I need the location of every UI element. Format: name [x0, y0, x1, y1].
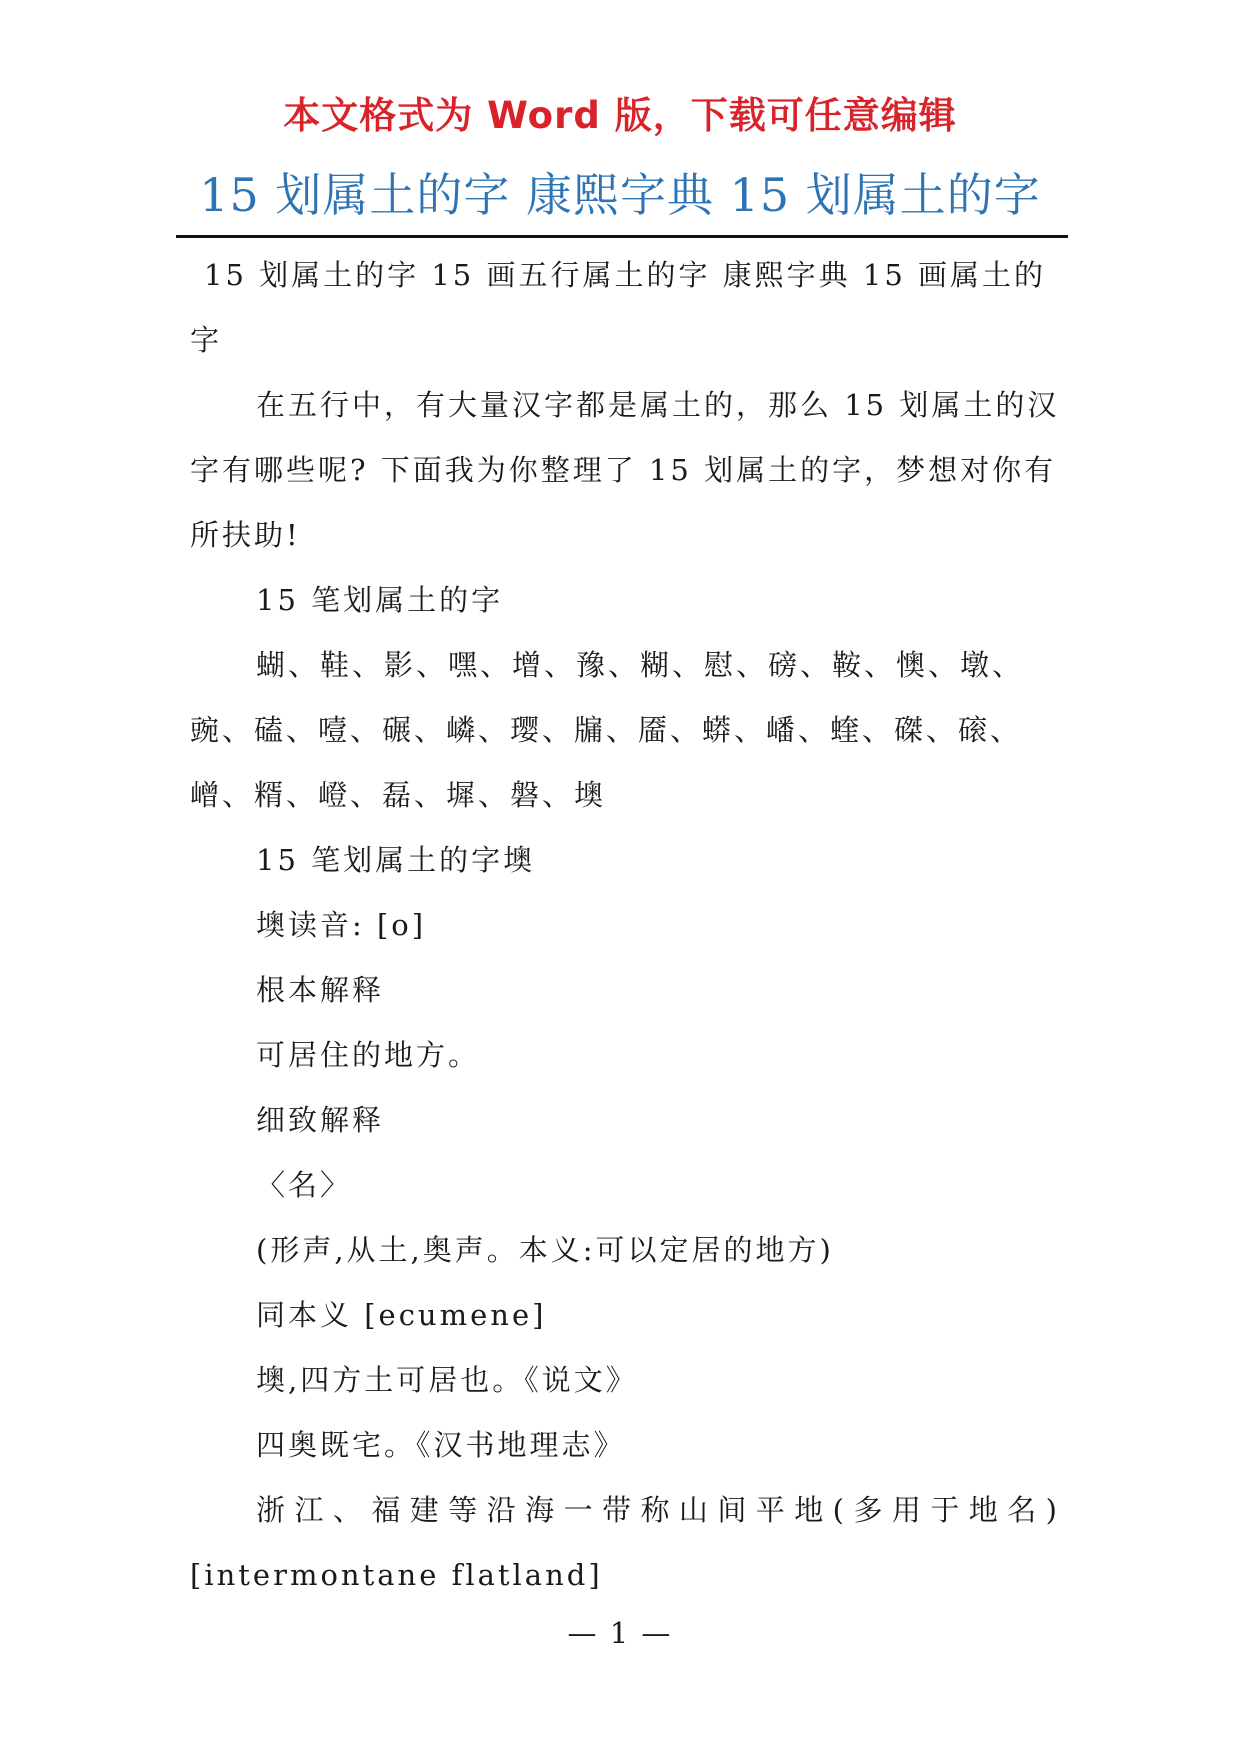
regional-usage: 浙江、福建等沿海一带称山间平地(多用于地名): [256, 1493, 1060, 1527]
intro-line: 15 划属土的字 15 画五行属土的字 康熙字典 15 画属土的字: [190, 258, 1047, 357]
page-number: — 1 —: [567, 1616, 673, 1650]
basic-explanation-heading: 根本解释: [256, 973, 385, 1007]
regional-usage-english: [intermontane flatland]: [190, 1558, 603, 1592]
etymology: (形声,从土,奥声。本义:可以定居的地方): [256, 1233, 834, 1267]
title-divider: [176, 235, 1068, 238]
document-title: 15 划属土的字 康熙字典 15 划属土的字: [199, 168, 1041, 222]
pronunciation: 墺读音: [o]: [256, 908, 427, 942]
format-notice: 本文格式为 Word 版，下载可任意编辑: [283, 94, 957, 137]
document-body: [190, 243, 1060, 1608]
sub-heading: 15 笔划属土的字墺: [256, 843, 536, 877]
intro-paragraph: 在五行中，有大量汉字都是属土的，那么 15 划属土的汉字有哪些呢? 下面我为你整理了 15 划属土的字，梦想对你有所扶助!: [190, 388, 1060, 552]
part-of-speech: 〈名〉: [256, 1168, 353, 1202]
quote-shuowen: 墺,四方土可居也。《说文》: [256, 1363, 638, 1397]
section-heading: 15 笔划属土的字: [256, 583, 504, 617]
basic-definition: 可居住的地方。: [256, 1038, 481, 1072]
character-list: 蝴、鞋、影、嘿、增、豫、糊、慰、磅、鞍、懊、墩、豌、磕、噎、碾、嶙、璎、牖、靥、蟒、嶓、蝰、磔、磙、嶒、糈、嶝、磊、墀、磐、墺: [190, 648, 1025, 812]
quote-hanshu: 四奥既宅。《汉书地理志》: [256, 1428, 626, 1462]
same-meaning: 同本义 [ecumene]: [256, 1298, 547, 1332]
detailed-explanation-heading: 细致解释: [256, 1103, 385, 1137]
